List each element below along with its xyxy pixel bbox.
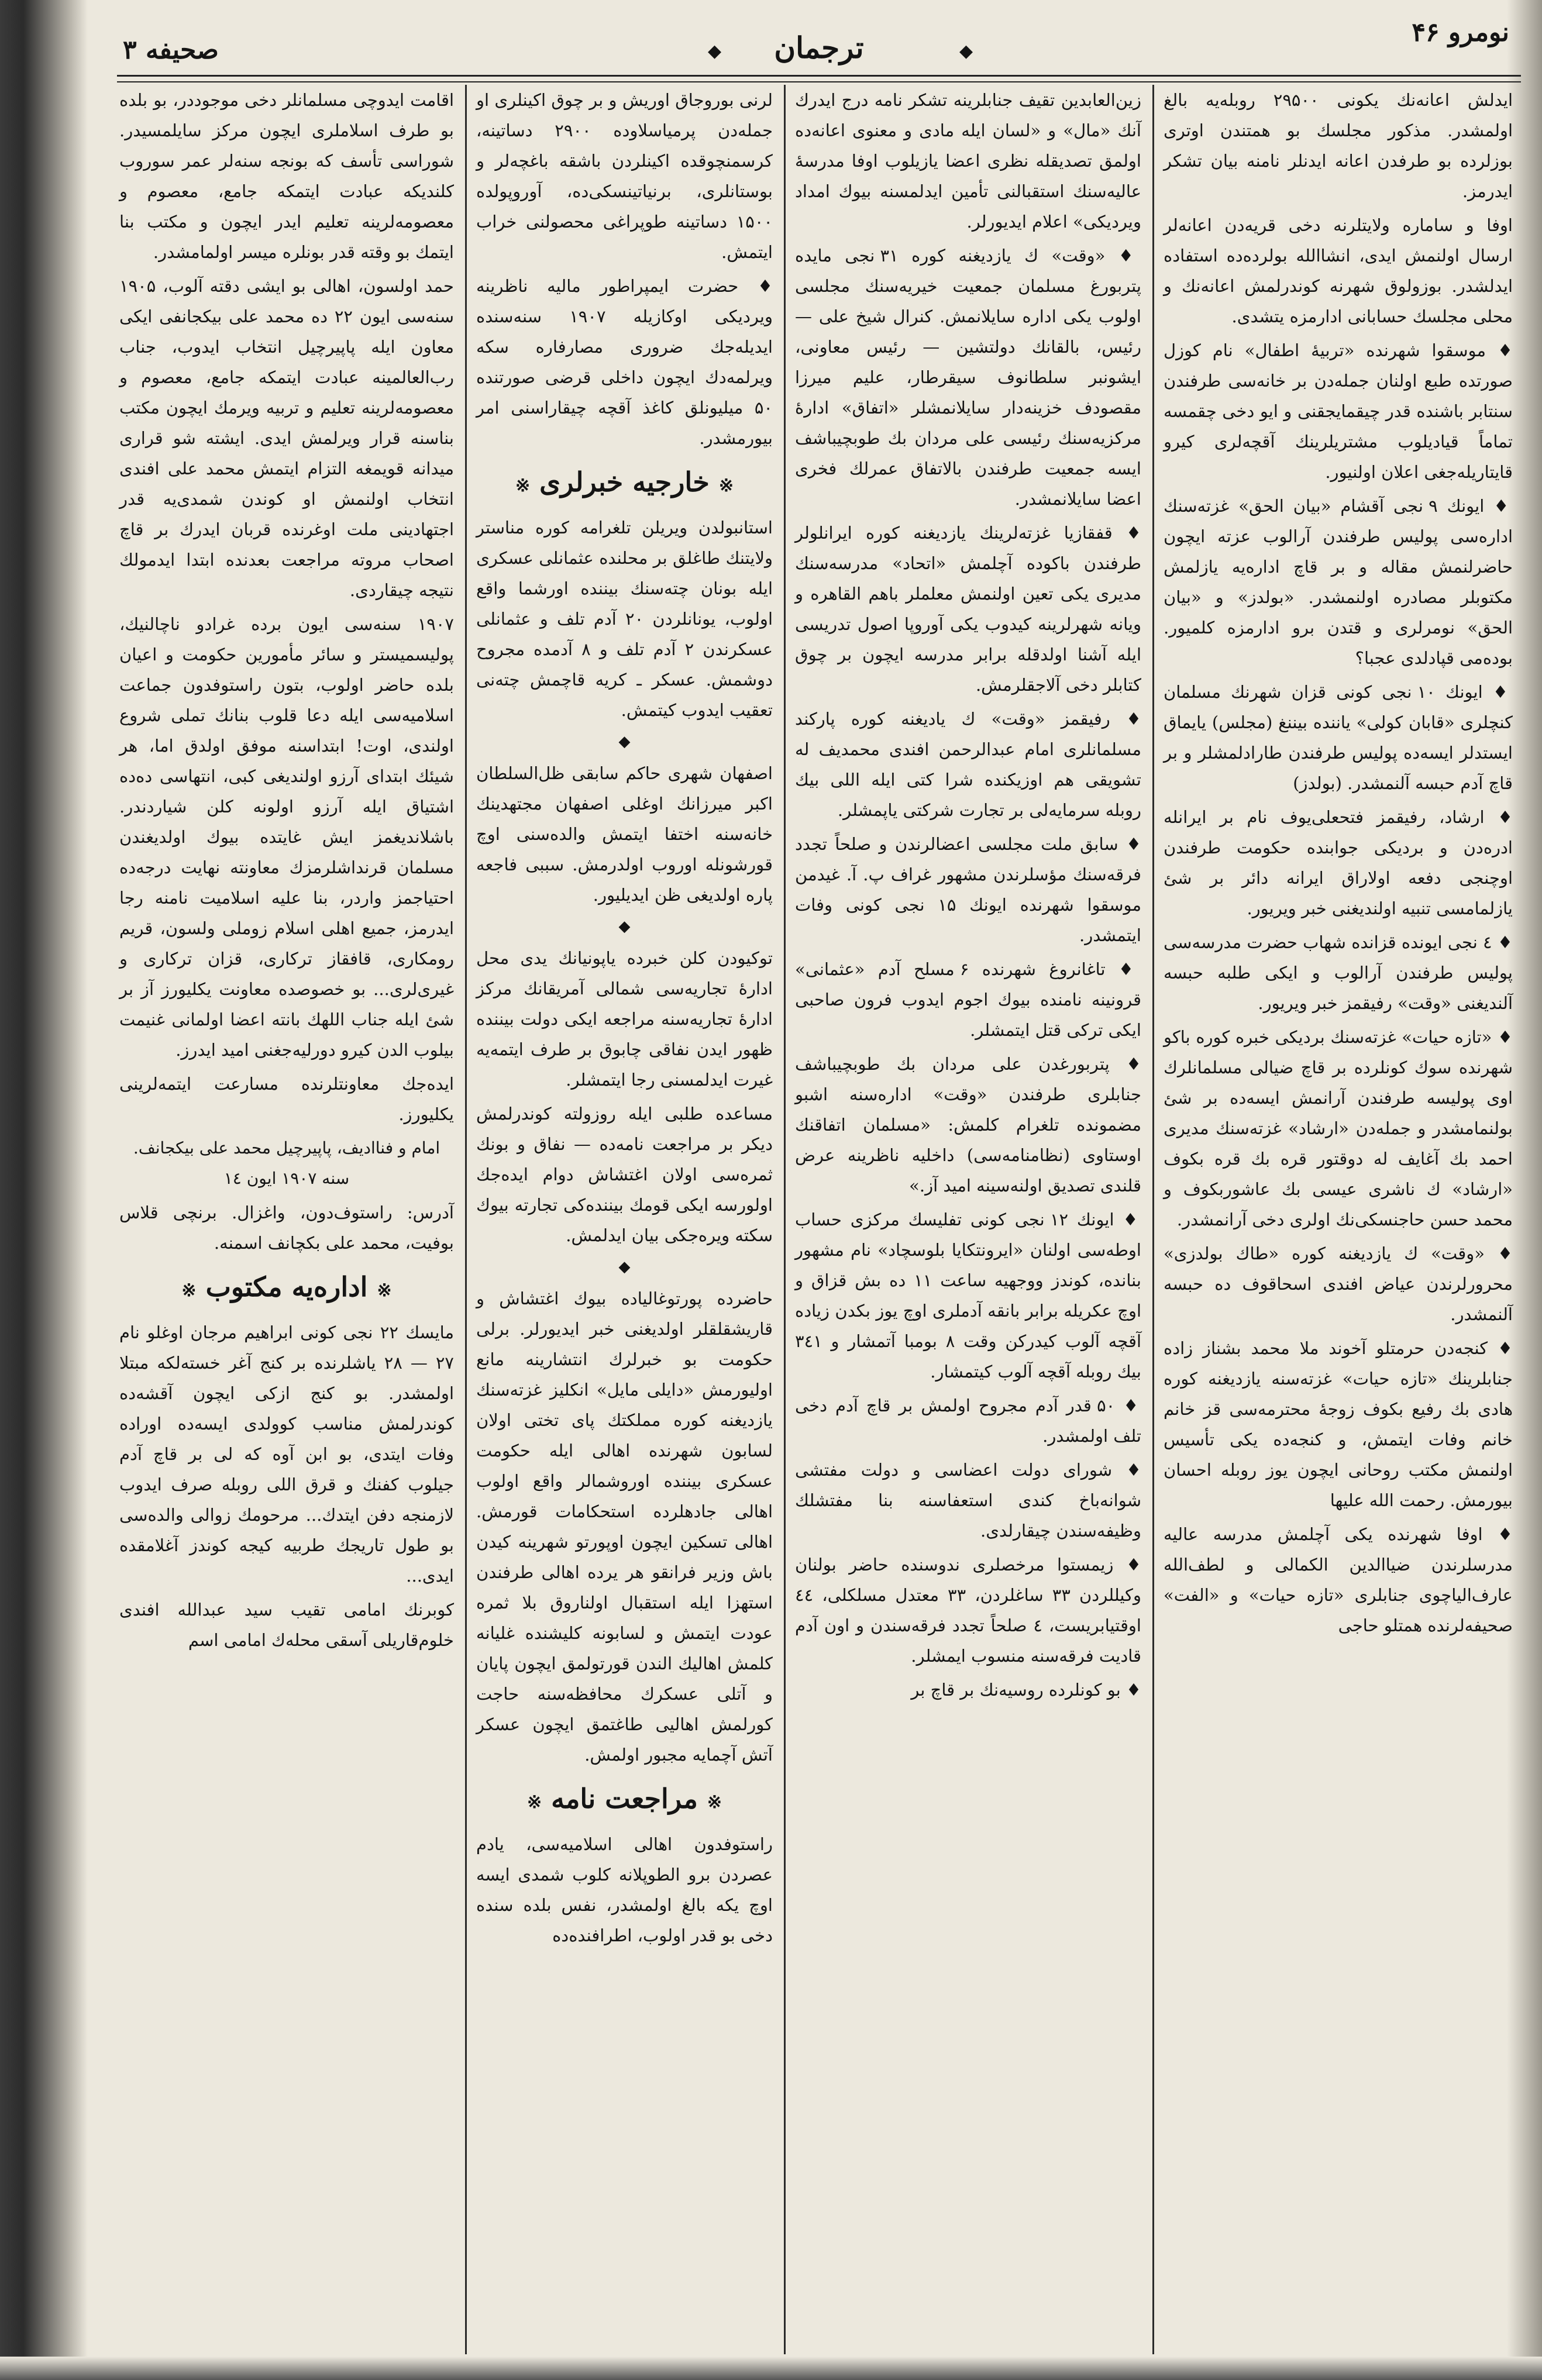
column-3: [468, 85, 781, 2363]
news-item: ♦ رفیقمز «وقت» ك یادیغنه کوره پارکند مسلمانلری امام عبدالرحمن افندی محمدیف له تشویقی هم اوزیکنده شرا کتی ایله اللی بیك روبله سرمایه‌لی بر تجارت شرکتی یاپمشلر.: [795, 709, 1141, 820]
title-ornament-right-icon: ◆: [959, 41, 973, 61]
news-item: توکیودن کلن خبرده یاپونیانك یدی محل ادارهٔ تجاریه‌سی شمالی آمریقانك مرکز ادارهٔ تجاریه‌سنه مراجعه ایکی دولت بیننده ظهور ایدن نفاقی چابوق بر طرف ایتمه‌یه غیرت ایدلمسنی رجا ایتمشلر.: [476, 948, 773, 1090]
news-item: ♦ حضرت ایمپراطور مالیه ناظرینه ویردیکی اوکازیله ۱۹۰۷ سنه‌سنده ایدیله‌جك ضروری مصارفاره سکه ویرلمه‌دك ایچون داخلی قرضی صورتنده ۵۰ میلیونلق کاغذ آقچه چیقاراسنی امر بیورمشدر.: [476, 276, 773, 448]
heading-ornament-icon: ※: [718, 476, 734, 496]
page-edge-shadow-left: [0, 0, 88, 2380]
signature: امام و فناادیف، پاپیرچیل محمد علی بیکجانف. سنه ۱۹۰۷ ایون ۱٤: [133, 1138, 440, 1188]
article: مایسك ۲۲ نجی کونی ابراهیم مرجان اوغلو نام ۲۷ — ۲۸ یاشلرنده بر کنج آغر خسته‌لکه مبتلا اولمشدر. بو کنج ازکی ایچون آقشه‌ده کوندرلمش مناسب کوولدی ایسه‌ده اوراده وفات ایتدی، بو ابن آوه که لی بر قاچ آدم جیلوب کفنك و قرق اللی روبله صرف ایدوب لازمنجه دفن ایتدك... مرحومك زوالی والده‌سی بو طول تاریجك طربیه کیجه کوندز آغلامقده ایدی...: [119, 1322, 454, 1586]
section-heading-letter: [119, 1266, 454, 1311]
news-item: حاضرده پورتوغالیاده بیوك اغتشاش و قاریشقلقلر اولدیغنی خبر ایدیورلر. برلی حکومت بو خبرلرك انتشارینه مانع اولیورمش «دایلی مایل» انکلیز غزته‌سنك یازدیغنه کوره مملکتك پای تختی اولان لسابون شهرنده اهالی ایله حکومت عسکری بیننده اوروشمالر واقع اولوب اهالی جادهلرده استحکامات قورمش. اهالی تسکین ایچون اوپورتو شهرینه کیدن باش وزیر فرانقو هر یرده اهالی طرفندن استهزا ایله استقبال اولناروق بلا ثمره عودت ایتمش و لسابونه کلیشنده غلیانه کلمش اهالیك الندن قورتولمق ایچون پایان و آتلی عسکرك محافظه‌سنه حاجت کورلمش اهالیی طاغتمق ایچون عسکر آتش آچمایه مجبور اولمش.: [476, 1289, 773, 1765]
news-item: ♦ «وقت» ك یازدیغنه کوره «طاك بولدزی» محرورلرندن عیاض افندی اسحاقوف ده حبسه آلنمشدر.: [1164, 1244, 1513, 1324]
page-number: صحیفه ۳: [123, 35, 219, 65]
column-rule: [1152, 85, 1154, 2354]
address: آدرس: راستوف‌دون، واغزال. برنچی قلاس بوفیت، محمد علی بکچانف اسمنه.: [119, 1203, 454, 1253]
news-item: ♦ شورای دولت اعضاسی و دولت مفتشی شوانه‌باخ کندی استعفاسنه بنا مفتشلك وظیفه‌سندن چیقارلدی.: [795, 1460, 1141, 1541]
news-item: ♦ ایونك ۱۰ نجی کونی قزان شهرنك مسلمان کنچلری «قابان کولی» یاننده بیننغ (مجلس) یایماق ایستدلر ایسه‌ده پولیس طرفندن طارادلمشلر و بر قاچ آدم حبسه آلنمشدر. (بولدز): [1164, 682, 1513, 793]
column-rule: [784, 85, 786, 2354]
heading-ornament-icon: ※: [707, 1792, 722, 1813]
divider-ornament-icon: ◆: [618, 1258, 631, 1276]
article: حمد اولسون، اهالی بو ایشی دقته آلوب، ۱۹۰۵ سنه‌سی ایون ۲۲ ده محمد علی بیکجانفی ایکی معاون ایله پاپیرچیل انتخاب ایدوب، جناب رب‌العالمینه عبادت ایتمکه جامع، معصوم و معصومه‌لرینه تعلیم و تربیه ویرمك ایچون مکتب بناسنه قرار ویرلمش ایدی. ایشته شو قراری میدانه قویمغه التزام ایتمش محمد علی افندی انتخاب اولنمش او کوندن شمدی‌یه قدر اجتهادینی ملت اوغرنده قربان ایدرك بر قاچ اصحاب مروته مراجعت بعدنده ابتدا ایدمولك نتیجه چیقاردی.: [119, 276, 454, 600]
news-item: ♦ پتربورغدن علی مردان بك طوبچیباشف جنابلری طرفندن «وقت» اداره‌سنه اشبو مضمونده تلغرام کلمش: «مسلمان اتفاقنك اوستاوی (نظامنامه‌سی) داخلیه ناظرینه عرض قلندی تصدیق اولنه‌سینه امید آز.»: [795, 1054, 1141, 1196]
news-item: اصفهان شهری حاکم سابقی ظل‌السلطان اکبر میرزانك اوغلی اصفهان مجتهدینك خانه‌سنه اختفا ایتمش والده‌سنی اوچ قورشونله اوروب اولدرمش. سببی فاجعه پاره اولدیغی ظن ایدیلیور.: [476, 763, 773, 905]
column-4: [111, 85, 462, 2363]
news-item: ♦ «وقت» ك یازدیغنه کوره ۳۱ نجی مایده پتربورغ مسلمان جمعیت خیریه‌سنك مجلسی اولوب یکی اداره سایلانمش. کنرال شیخ علی — رئیس، بالقانك دولتشین — رئیس معاونی، ایشونبر سلطانوف سیقرطار، علیم میرزا مقصودف خزینه‌دار سایلانمشلر «اتفاق» ادارهٔ مرکزیه‌سنك رئیسی علی مردان بك طوبچیباشف ایسه جمعیت طرفندن بالاتفاق عمرلك فخری اعضا سایلانمشدر.: [795, 246, 1141, 509]
news-item: ♦ ٤ نجی ایونده قزانده شهاب حضرت مدرسه‌سی پولیس طرفندن آرالوب و ایکی طلبه حبسه آلندیغنی «وقت» رفیقمز خبر ویریور.: [1164, 932, 1513, 1013]
page-header: [117, 12, 1521, 76]
news-item: ♦ موسقوا شهرنده «تربیهٔ اطفال» نام کوزل صورتده طبع اولنان جمله‌دن بر خانه‌سی طرفندن سنتابر باشنده قدر چیقمایجقنی و ایو دخی چقمسه تماماً قیادیلوب مشتریلرینك آقچه‌لری کیرو قایتاریله‌جغی اعلان اولنیور.: [1164, 340, 1513, 482]
section-heading-text: مراجعت نامه: [551, 1783, 698, 1814]
heading-ornament-icon: ※: [377, 1280, 392, 1301]
heading-ornament-icon: ※: [515, 476, 531, 496]
news-item: ♦ ایونك ۱۲ نجی کونی تفلیسك مرکزی حساب اوطه‌سی اولنان «ایرونتکایا بلوسچاد» نام مشهور بنانده، کوندز ووجهیه ساعت ۱۱ ده بش قزاق و اوچ عکریله برابر بانقه آدملری اوچ یوز بکدن زیاده آقچه آلوب کیدرکن وقت ۸ بومبا آتمشار و ۳٤۱ بیك روبله آقچه آلوب کیتمشار.: [795, 1210, 1141, 1382]
article: ایده‌جك معاونتلرنده مسارعت ایتمه‌لرینی یکلیورز.: [119, 1074, 454, 1124]
column-1: [1155, 85, 1521, 2363]
header-rule: [117, 75, 1521, 82]
section-heading-appeal: [476, 1778, 773, 1823]
news-item: ♦ قفقازیا غزته‌لرینك یازدیغنه کوره ایرانلولر طرفندن باکوده آچلمش «اتحاد» مدرسه‌سنك مدیری یکی تعین اولنمش معلملر باهم القاهره و ویانه شهرلرینه کیدوب یکی آوروپا اصول تدریسی ایله آشنا اولدقله برابر مدرسه ایچون بر چوق کتابلر دخی آلاجقلرمش.: [795, 523, 1141, 695]
issue-number: نومرو ۴۶: [1412, 18, 1509, 47]
section-heading-text: اداره‌یه مکتوب: [205, 1271, 368, 1303]
news-item: ♦ سابق ملت مجلسی اعضالرندن و صلحاً تجدد فرقه‌سنك مؤسلرندن مشهور غراف پ. آ. غیدمن موسقوا شهرنده ایونك ۱۵ نجی کونی وفات ایتمشدر.: [795, 834, 1142, 945]
article: کوبرنك امامی تقیب سید عبدالله افندی خلوم‌قاریلی آسقی محله‌ك امامی اسم: [119, 1600, 454, 1650]
column-rule: [465, 85, 467, 2354]
news-item: مساعده طلبی ایله روزولته کوندرلمش دیکر بر مراجعت نامه‌ده — نفاق و بونك ثمره‌سی اولان اغتشاش دوام ایده‌جك اولورسه ایکی قومك بیننده‌کی تجارته بیوك سکته ویره‌جکی بیان ایدلمش.: [476, 1104, 773, 1245]
article: راستوفدون اهالی اسلامیه‌سی، یادم عصردن برو الطوپلانه کلوب شمدی ایسه اوچ یکه بالغ اولمشدر، نفس بلده سنده دخی بو قدر اولوب، اطرافنده‌ده: [476, 1834, 773, 1945]
news-item: استانبولدن ویریلن تلغرامه کوره مناستر ولایتنك طاغلق بر محلنده عثمانلی عسکری ایله بونان چته‌سنك بیننده اورشما واقع اولوب، یونانلردن ۲۰ آدم تلف و عثمانلی عسکرندن ۲ آدم تلف و ۸ آدمده مجروح دوشمش. عسکر ـ کریه قاچمش چته‌نی تعقیب ایدوب کیتمش.: [476, 518, 773, 720]
article: ۱۹۰۷ سنه‌سی ایون برده غرادو ناچالنیك، پولیسمیستر و سائر مأمورین حکومت و اعیان بلده حاضر اولوب، بتون راستوفدون جماعت اسلامیه‌سی ایله دعا قلوب بنانك تملی شروع اولندی، اوت! ابتداسنه موفق اولدق اما، هر شیئك ابتدای آرزو اولندیغی کبی، انتهاسی ده‌ده اشتیاق ایله آرزو اولونه کلن شیاردندر. باشلاندیغمز ایش غایتده بیوك اولدیغندن مسلمان قرنداشلرمزك معاونته نهایت درجه‌ده احتیاجمز واردر، بنا علیه اسلامیت نامنه رجا ایدرمز، جمیع اهلی اسلام زوملی ولسون، قریم رومکاری، قافقاز ترکاری، قزان ترکاری و غیری‌لری... بو خصوصده معاونت یکلیورز آز بر شئ ایله جناب اللهك بانته اعضا اولمانی غنیمت بیلوب الدن کیرو دورلیه‌جغنی امید ایدرز.: [119, 614, 454, 1060]
news-item: ♦ زیمستوا مرخصلری ندوسنده حاضر بولنان وکیللردن ۳۳ ساغلردن، ۳۳ معتدل مسلکلی، ٤٤ اوقتیابریست، ٤ صلحاً تجدد فرقه‌سندن و اون آدم قادیت فرقه‌سنه منسوب ایمشلر.: [795, 1555, 1141, 1666]
news-item: ♦ کنجه‌دن حرمتلو آخوند ملا محمد بشناز زاده جنابلرینك «تازه حیات» غزته‌سنه یازدیغنه کوره هادی بك رفیع بکوف زوجهٔ محترمه‌سی قز خانم خانم وفات ایتمش، و کنجه‌ده یکی تأسیس اولنمش مکتب روحانی ایچون یوز روبله احسان بیورمش. رحمت الله علیها: [1164, 1338, 1513, 1510]
heading-ornament-icon: ※: [181, 1280, 197, 1301]
title-ornament-left-icon: ◆: [708, 41, 722, 61]
heading-ornament-icon: ※: [526, 1792, 542, 1813]
news-item: ♦ «تازه حیات» غزته‌سنك بردیکی خبره کوره باکو شهرنده سوك کونلرده بر قاچ ضیالی مسلمانلرك اوی پولیسه طرفندن آرانمش ایسه‌ده بر شئ بولنمامشدر و جمله‌دن «ارشاد» غزته‌سنك مدیری احمد بك آغایف له دوقتور قره بك قره بکوف «ارشاد» ك ناشری عیسی بك عاشوربکوف و محمد حسن حاجنسکی‌نك اولری دخی آرانمشدر.: [1164, 1027, 1513, 1229]
section-heading-text: خارجیه خبرلری: [539, 466, 710, 498]
news-item: ♦ بو کونلرده روسیه‌نك بر قاچ بر: [911, 1680, 1141, 1700]
article: اقامت ایدوچی مسلمانلر دخی موجوددر، بو بلده بو طرف اسلاملری ایچون مرکز سایلمسیدر. شوراسی تأسف که بونجه سنه‌لر عمر سوروب کلندیکه عبادت ایتمکه جامع، معصوم و معصومه‌لرینه تعلیم ایدر ایچون و مکتب بنا ایتمك بو وقته قدر بونلره میسر اولمامشدر.: [119, 90, 454, 262]
article: ایدلش اعانه‌نك یکونی ۲۹۵۰۰ روبله‌یه بالغ اولمشدر. مذکور مجلسك بو همتندن اوتری بوزلرده بو طرفدن اعانه ایدنلر نامنه بیان تشکر ایدرمز.: [1164, 90, 1513, 201]
news-item: لرنی بوروجاق اوریش و بر چوق اکینلری او جمله‌دن پرمیاسلاوده ۲۹۰۰ دساتینه، کرسمنچوقده اکینلردن باشقه باغچه‌لر و بوستانلری، برنیاتینسکی‌ده، آوروپولده ۱۵۰۰ دساتینه طوپراغی محصولنی خراب ایتمش.: [476, 90, 773, 262]
column-2: [787, 85, 1149, 2363]
news-item: زین‌العابدین تقیف جنابلرینه تشکر نامه درج ایدرك آنك «مال» و «لسان ایله مادی و معنوی اعانه‌ده اولمق تصدیقله نظری اعضا یازیلوب اوفا مدرسهٔ عالیه‌سنك استقبالنی تأمین ایدلمسنه بیوك امداد ویردیکی» اعلام ایدیورلر.: [795, 90, 1141, 232]
divider-ornament-icon: ◆: [618, 733, 631, 750]
news-item: ♦ ۵۰ قدر آدم مجروح اولمش بر قاچ آدم دخی تلف اولمشدر.: [795, 1396, 1141, 1446]
article: اوفا و ساماره ولایتلرنه دخی قریه‌دن اعانه‌لر ارسال اولنمش ایدی، انشاالله بولرده‌ده استفاده ایدلشدر. بوزولوق شهرنه کوندرلمش اعانه‌نك و محلی مجلسك حسابانی ادارمزه یتشدی.: [1164, 215, 1513, 326]
section-heading-foreign-news: [476, 461, 773, 507]
newspaper-title: ترجمان: [774, 30, 864, 65]
news-item: ♦ ارشاد، رفیقمز فتحعلی‌یوف نام بر ایرانله ادره‌دن و بردیکی جوابنده حکومت طرفندن اوچنجی دفعه اولاراق ایرانه دائر بر شئ یازلمامسی تنبیه اولندیغنی خبر ویریور.: [1164, 807, 1513, 918]
news-item: ♦ ایونك ۹ نجی آقشام «بیان الحق» غزته‌سنك اداره‌سی پولیس طرفندن آرالوب عزته ایچون حاضرلنمش مقاله و بر قاچ اداره‌یه یازلمش مکتوبلر مصادره اولنمشدر. «بولدز» و «بیان الحق» نومرلری و قتدن برو ادارمزه کلمیور. بوده‌می قپادلدی عجبا؟: [1164, 496, 1513, 668]
news-item: ♦ تاغانروغ شهرنده ۶ مسلح آدم «عثمانی» قرونینه نامنده بیوك اجوم ایدوب فرون صاحبی ایکی ترکی قتل ایتمشلر.: [795, 959, 1141, 1040]
divider-ornament-icon: ◆: [618, 918, 631, 935]
news-item: ♦ اوفا شهرنده یکی آچلمش مدرسه عالیه مدرسلرندن ضیاالدین الکمالی و لطف‌الله عارف‌الیاچوی جنابلری «تازه حیات» و «الفت» صحیفه‌لرنده همتلو حاجی: [1164, 1524, 1513, 1635]
